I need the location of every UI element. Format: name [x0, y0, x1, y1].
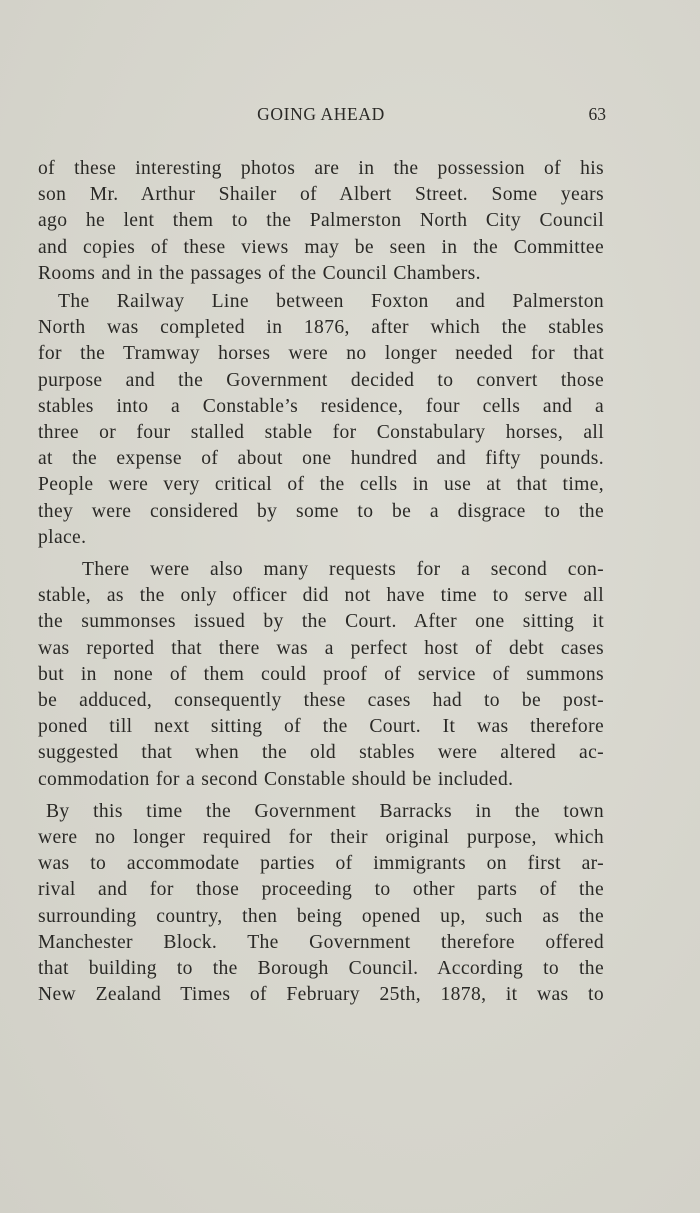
body-text [38, 156, 604, 1009]
text-line: for the Tramway horses were no longer needed for that [38, 343, 604, 365]
text-line: By this time the Government Barracks in the town [46, 800, 604, 822]
text-line: son Mr. Arthur Shailer of Albert Street. Some years [38, 184, 604, 206]
book-page [38, 0, 604, 1213]
text-line: that building to the Borough Council. According to the [38, 958, 604, 980]
text-line: North was completed in 1876, after which the stables [38, 317, 604, 339]
text-line: People were very critical of the cells in use at that time, [38, 474, 604, 496]
paragraph-3 [38, 557, 604, 793]
text-line: surrounding country, then being opened up, such as the [38, 905, 604, 927]
text-line: stables into a Constable’s residence, four cells and a [38, 395, 604, 417]
paragraph-2 [38, 289, 604, 551]
text-line: suggested that when the old stables were altered ac- [38, 742, 604, 764]
text-line: three or four stalled stable for Constabulary horses, all [38, 422, 604, 444]
paragraph-1 [38, 156, 604, 287]
text-line: The Railway Line between Foxton and Palmerston [58, 291, 604, 313]
text-line: were no longer required for their original purpose, which [38, 827, 604, 849]
text-line: stable, as the only officer did not have time to serve all [38, 585, 604, 607]
text-line: they were considered by some to be a disgrace to the [38, 500, 604, 522]
running-head [38, 104, 604, 128]
text-line: be adduced, consequently these cases had to be post- [38, 690, 604, 712]
text-line: but in none of them could proof of service of summons [38, 663, 604, 685]
text-line: was reported that there was a perfect host of debt cases [38, 637, 604, 659]
text-line: was to accommodate parties of immigrants on first ar- [38, 853, 604, 875]
text-line: of these interesting photos are in the possession of his [38, 158, 604, 179]
text-line: Rooms and in the passages of the Council Chambers. [38, 262, 481, 284]
text-line: poned till next sitting of the Court. It was therefore [38, 716, 604, 738]
text-line: place. [38, 526, 87, 548]
text-line: purpose and the Government decided to convert those [38, 369, 604, 391]
text-line: the summonses issued by the Court. After one sitting it [38, 611, 604, 633]
text-line: and copies of these views may be seen in the Committee [38, 236, 604, 258]
text-line: rival and for those proceeding to other parts of the [38, 879, 604, 901]
text-line: at the expense of about one hundred and fifty pounds. [38, 448, 604, 470]
text-line: New Zealand Times of February 25th, 1878, it was to [38, 984, 604, 1006]
text-line: Manchester Block. The Government therefore offered [38, 931, 604, 953]
page-number: 63 [588, 104, 606, 124]
text-line: There were also many requests for a second con- [82, 559, 604, 581]
text-line: ago he lent them to the Palmerston North City Council [38, 210, 604, 232]
running-title: GOING AHEAD [257, 104, 385, 124]
text-line: commodation for a second Constable should be included. [38, 768, 514, 790]
paragraph-4 [38, 799, 604, 1009]
